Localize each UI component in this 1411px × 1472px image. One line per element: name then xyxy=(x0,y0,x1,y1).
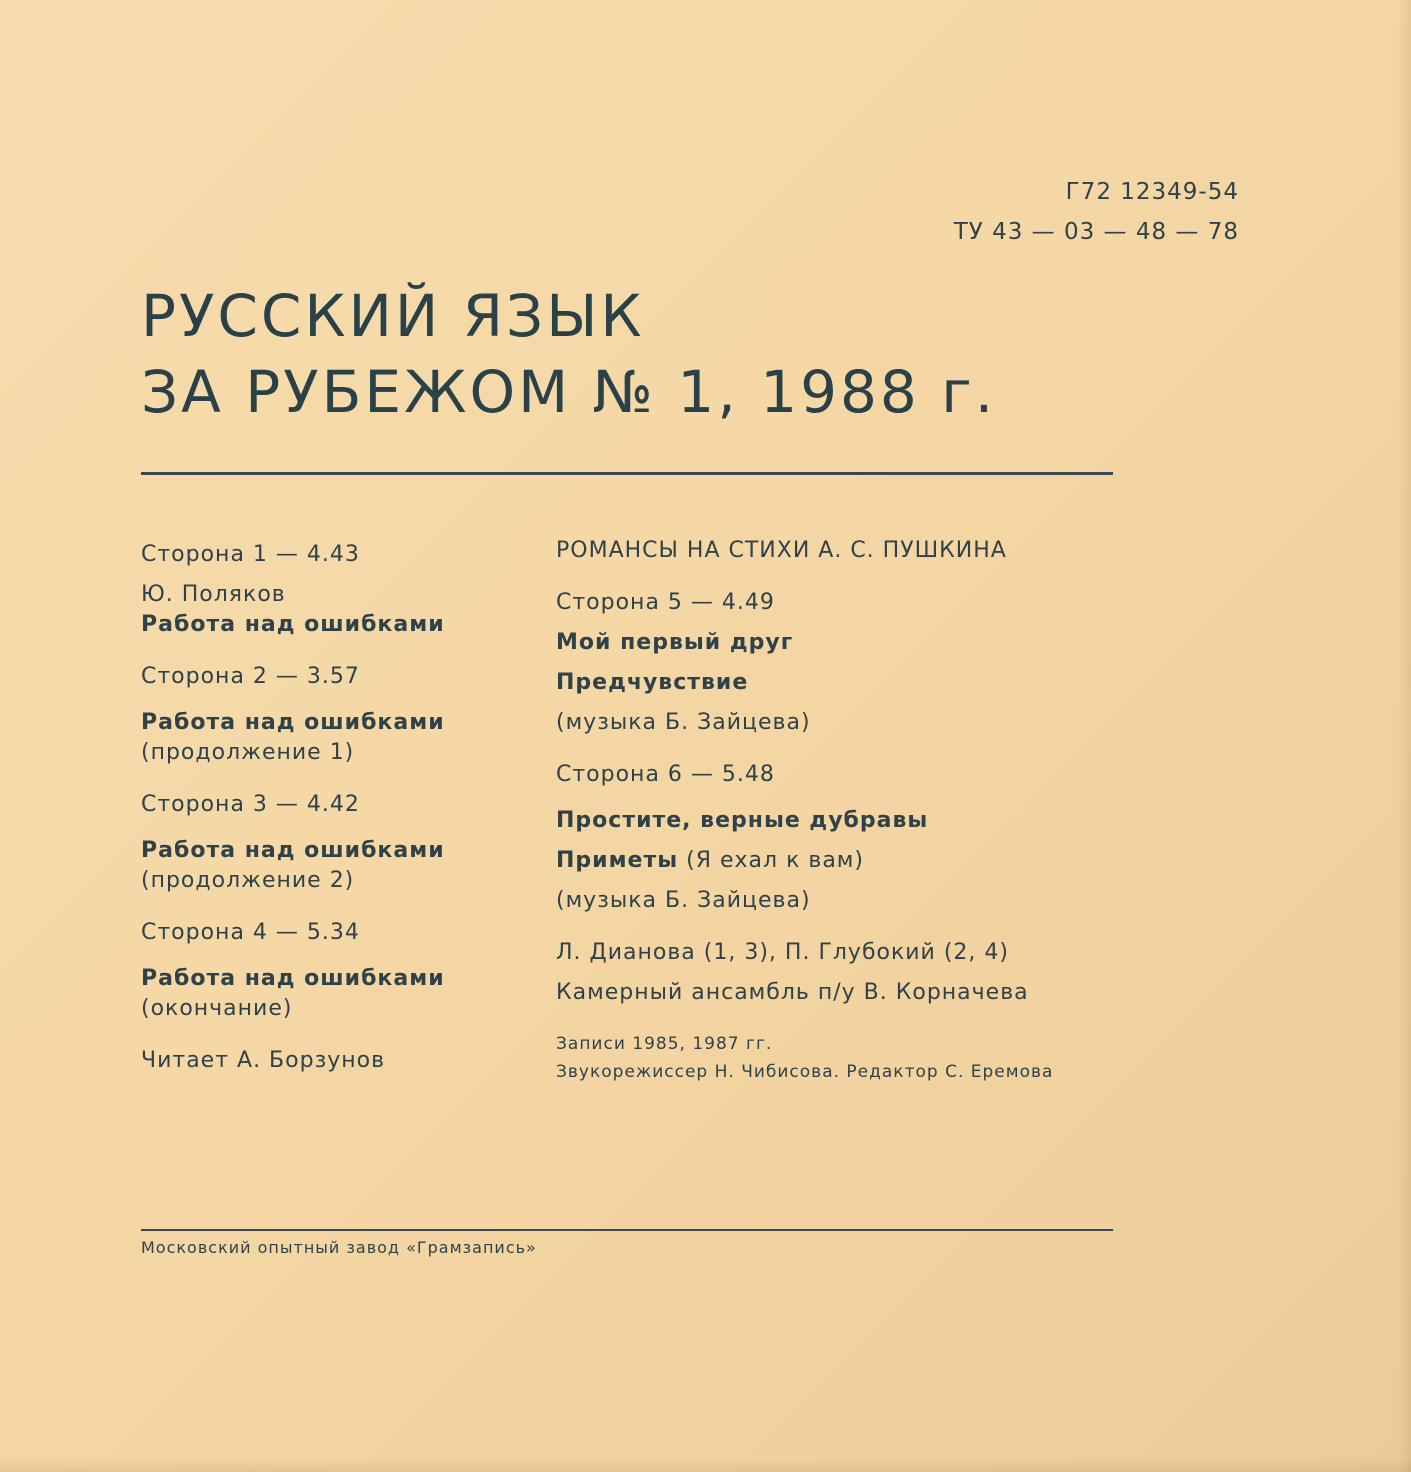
title-line-1: РУССКИЙ ЯЗЫК xyxy=(141,282,645,350)
song-title-2: Предчувствие xyxy=(556,670,749,695)
side-5-label: Сторона 5 — 4.49 xyxy=(556,590,775,615)
work-title-side-1: Работа над ошибками xyxy=(141,612,445,637)
sleeve-edge-shadow-bottom xyxy=(0,1458,1411,1472)
song-title-3: Простите, верные дубравы xyxy=(556,808,929,833)
continuation-2: (продолжение 2) xyxy=(141,868,355,893)
left-column-tracklist xyxy=(141,540,531,1076)
bottom-divider xyxy=(141,1229,1113,1231)
song-title-4-subtitle: (Я ехал к вам) xyxy=(678,848,864,873)
work-title-side-2: Работа над ошибками xyxy=(141,710,445,735)
page-title xyxy=(141,278,996,430)
song-title-4-line xyxy=(556,846,1176,876)
work-title-side-4: Работа над ошибками xyxy=(141,966,445,991)
catalog-number: Г72 12349-54 xyxy=(1065,179,1239,205)
side-3-label: Сторона 3 — 4.42 xyxy=(141,792,360,817)
song-title-4: Приметы xyxy=(556,848,679,873)
music-credit-2: (музыка Б. Зайцева) xyxy=(556,888,811,913)
author-name: Ю. Поляков xyxy=(141,582,286,607)
side-6-label: Сторона 6 — 5.48 xyxy=(556,762,775,787)
title-line-2: ЗА РУБЕЖОМ № 1, 1988 г. xyxy=(141,358,997,426)
side-1-label: Сторона 1 — 4.43 xyxy=(141,542,360,567)
music-credit-1: (музыка Б. Зайцева) xyxy=(556,710,811,735)
side-4-label: Сторона 4 — 5.34 xyxy=(141,920,360,945)
side-2-label: Сторона 2 — 3.57 xyxy=(141,664,360,689)
work-title-side-3: Работа над ошибками xyxy=(141,838,445,863)
performers-credit: Л. Дианова (1, 3), П. Глубокий (2, 4) xyxy=(556,940,1009,965)
catalog-numbers xyxy=(954,172,1239,252)
song-title-1: Мой первый друг xyxy=(556,630,794,655)
continuation-1: (продолжение 1) xyxy=(141,740,355,765)
technical-spec-number: ТУ 43 — 03 — 48 — 78 xyxy=(953,219,1239,245)
right-column-tracklist xyxy=(556,536,1176,1086)
ending-note: (окончание) xyxy=(141,996,293,1021)
recording-years: Записи 1985, 1987 гг. xyxy=(556,1034,773,1054)
sleeve-edge-shadow-right xyxy=(1397,0,1411,1472)
romances-heading: РОМАНСЫ НА СТИХИ А. С. ПУШКИНА xyxy=(556,538,1007,563)
manufacturer-footer: Московский опытный завод «Грамзапись» xyxy=(141,1238,537,1257)
top-divider xyxy=(141,472,1113,475)
ensemble-credit: Камерный ансамбль п/у В. Корначева xyxy=(556,980,1029,1005)
reader-credit: Читает А. Борзунов xyxy=(141,1048,386,1073)
production-credits: Звукорежиссер Н. Чибисова. Редактор С. Еремова xyxy=(556,1062,1054,1082)
